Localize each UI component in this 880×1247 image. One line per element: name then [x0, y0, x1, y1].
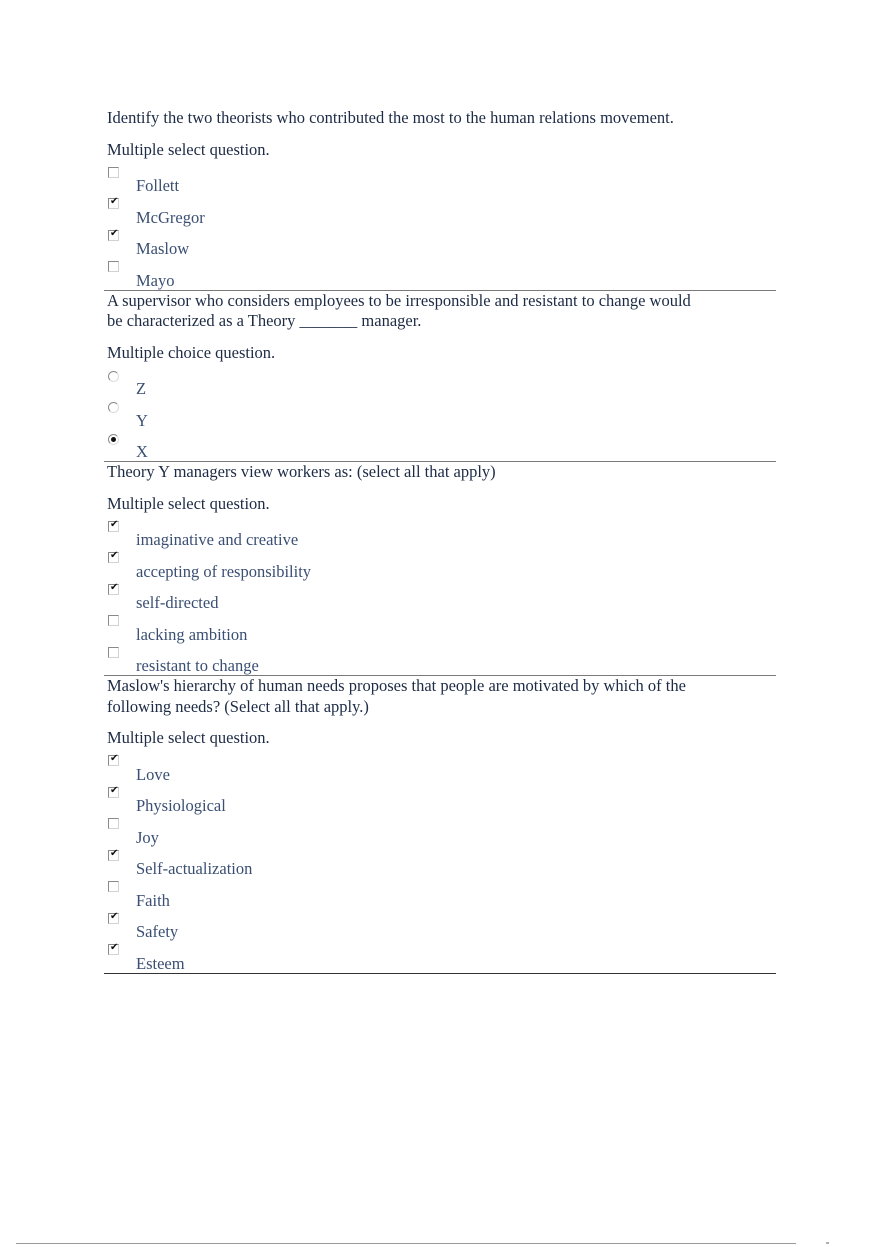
answer-option-label[interactable]: Faith: [136, 890, 170, 910]
question-type-label: Multiple select question.: [107, 728, 270, 747]
question-prompt: A supervisor who considers employees to be irresponsible and resistant to change would be characterized as a Theory _______ manager.: [107, 290, 691, 330]
answer-option-label[interactable]: resistant to change: [136, 656, 259, 675]
answer-option-label[interactable]: Z: [136, 379, 147, 398]
answer-option-label[interactable]: Joy: [136, 827, 159, 847]
checkmark-icon: ✔: [110, 227, 119, 239]
answer-option[interactable]: [104, 784, 776, 816]
answer-option[interactable]: [104, 549, 776, 581]
checkmark-icon: ✔: [110, 784, 119, 796]
answer-option[interactable]: [104, 644, 776, 676]
page-footer-divider: [16, 1243, 796, 1244]
question-prompt: Identify the two theorists who contributed the most to the human relations movement.: [107, 108, 674, 127]
answer-option-label[interactable]: accepting of responsibility: [136, 561, 312, 581]
checkmark-icon: ✔: [110, 196, 119, 207]
checkbox[interactable]: [108, 261, 119, 272]
checkbox-checked[interactable]: [108, 227, 119, 241]
radio-button[interactable]: [108, 371, 119, 382]
question-type-label: Multiple select question.: [107, 139, 270, 159]
checkmark-icon: ✔: [110, 847, 119, 859]
radio-button[interactable]: [108, 402, 119, 413]
question-prompt: Theory Y managers view workers as: (select all that apply): [107, 462, 496, 481]
checkbox-checked[interactable]: [108, 755, 119, 766]
answer-option[interactable]: [104, 878, 776, 910]
question-block: [104, 108, 776, 291]
quiz-content: [104, 108, 776, 974]
checkmark-icon: ✔: [110, 550, 119, 561]
answer-option[interactable]: [104, 612, 776, 644]
answer-option-label[interactable]: Physiological: [136, 796, 226, 815]
question-block: [104, 462, 776, 676]
answer-option[interactable]: [104, 164, 776, 196]
answer-option[interactable]: [104, 941, 776, 973]
answer-option-label[interactable]: Y: [136, 410, 148, 430]
page-footer-mark: [826, 1242, 829, 1244]
answer-option[interactable]: [104, 581, 776, 613]
answer-option[interactable]: [104, 227, 776, 259]
checkbox-checked[interactable]: [108, 581, 119, 595]
checkmark-icon: ✔: [110, 910, 119, 922]
answer-option-label[interactable]: Follett: [136, 176, 180, 195]
checkmark-icon: ✔: [110, 581, 119, 593]
answer-option[interactable]: [104, 815, 776, 847]
answer-option[interactable]: [104, 195, 776, 227]
checkbox-checked[interactable]: [108, 198, 119, 209]
answer-option[interactable]: [104, 258, 776, 290]
checkbox-checked[interactable]: [108, 552, 119, 563]
radio-dot-icon: [111, 437, 116, 442]
answer-option[interactable]: [104, 367, 776, 399]
answer-option-label[interactable]: Maslow: [136, 239, 190, 258]
answer-option[interactable]: [104, 910, 776, 942]
radio-button-selected[interactable]: [108, 434, 119, 445]
answer-option-label[interactable]: Mayo: [136, 270, 175, 290]
answer-option[interactable]: [104, 398, 776, 430]
checkbox[interactable]: [108, 647, 119, 658]
checkmark-icon: ✔: [110, 753, 119, 764]
answer-option-label[interactable]: Love: [136, 764, 170, 784]
answer-option-label[interactable]: imaginative and creative: [136, 530, 299, 549]
checkbox[interactable]: [108, 615, 119, 626]
checkbox[interactable]: [108, 818, 119, 829]
answer-option[interactable]: [104, 518, 776, 550]
answer-option-label[interactable]: McGregor: [136, 207, 205, 227]
checkbox-checked[interactable]: [108, 847, 119, 861]
checkmark-icon: ✔: [110, 518, 119, 530]
answer-option-label[interactable]: lacking ambition: [136, 624, 248, 644]
checkbox-checked[interactable]: [108, 784, 119, 798]
answer-option-label[interactable]: self-directed: [136, 593, 219, 612]
question-type-label: Multiple choice question.: [107, 342, 276, 362]
question-block: [104, 676, 776, 974]
answer-option-label[interactable]: Self-actualization: [136, 859, 253, 878]
answer-option[interactable]: [104, 847, 776, 879]
question-type-label: Multiple select question.: [107, 493, 270, 513]
answer-option[interactable]: [104, 752, 776, 784]
answer-option-label[interactable]: Safety: [136, 922, 179, 941]
answer-option-label[interactable]: Esteem: [136, 953, 185, 973]
answer-option-label[interactable]: X: [136, 442, 148, 461]
checkmark-icon: ✔: [110, 942, 119, 953]
question-block: [104, 291, 776, 463]
checkbox-checked[interactable]: [108, 910, 119, 924]
question-prompt: Maslow's hierarchy of human needs proposes that people are motivated by which of the following needs? (Select all that apply.): [107, 676, 686, 716]
checkbox-checked[interactable]: [108, 518, 119, 532]
checkbox[interactable]: [108, 167, 119, 178]
checkbox-checked[interactable]: [108, 944, 119, 955]
answer-option[interactable]: [104, 430, 776, 462]
checkbox[interactable]: [108, 881, 119, 892]
